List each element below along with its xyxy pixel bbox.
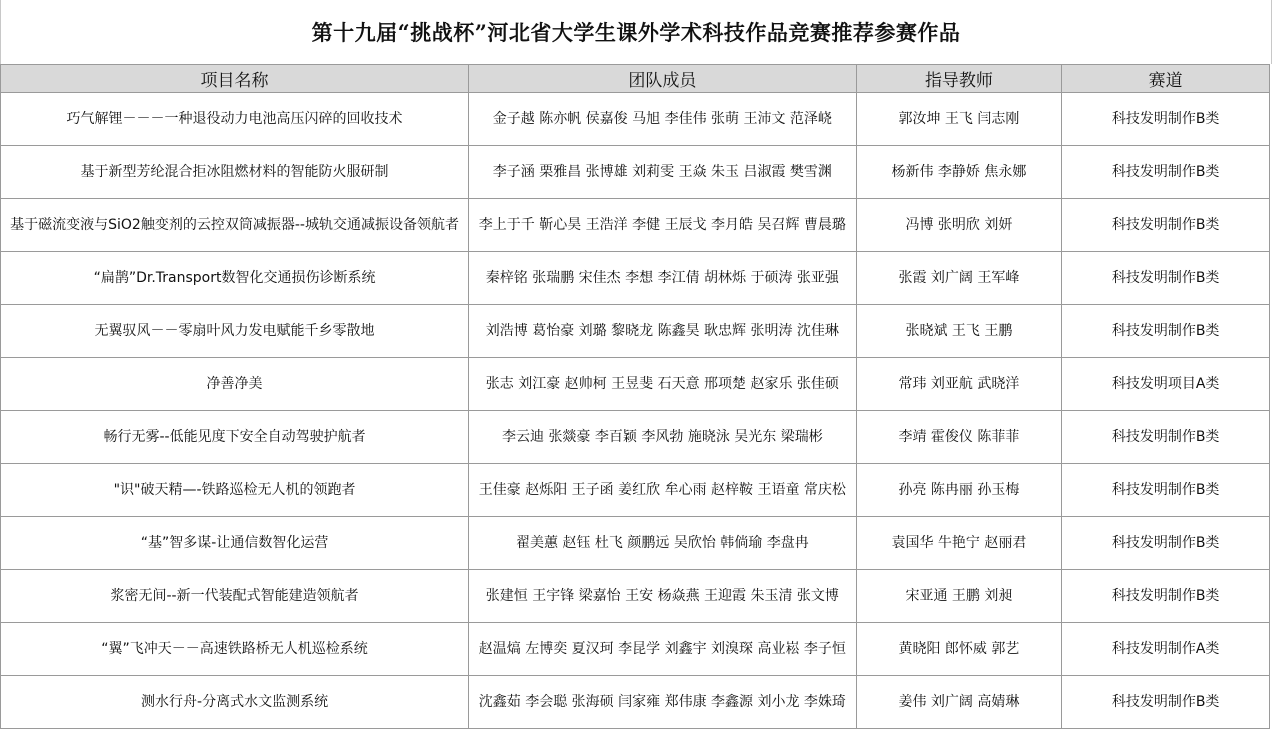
- track-cell: 科技发明制作B类: [1062, 517, 1270, 570]
- project-name-cell: 畅行无雾--低能见度下安全自动驾驶护航者: [1, 411, 469, 464]
- track-cell: 科技发明制作B类: [1062, 305, 1270, 358]
- advisors-cell: 黄晓阳 郎怀威 郭艺: [856, 623, 1062, 676]
- team-members-cell: 李子涵 栗雅昌 张博雄 刘莉雯 王焱 朱玉 吕淑霞 樊雪渊: [469, 146, 857, 199]
- team-members-cell: 张志 刘江豪 赵帅柯 王昱斐 石天意 邢项楚 赵家乐 张佳硕: [469, 358, 857, 411]
- project-name-cell: 无翼驭风－－零扇叶风力发电赋能千乡零散地: [1, 305, 469, 358]
- project-name-cell: 巧气解锂－－－一种退役动力电池高压闪碎的回收技术: [1, 93, 469, 146]
- project-name-cell: “扁鹊”Dr.Transport数智化交通损伤诊断系统: [1, 252, 469, 305]
- project-name-cell: 测水行舟-分离式水文监测系统: [1, 676, 469, 729]
- track-cell: 科技发明制作A类: [1062, 623, 1270, 676]
- table-row: [1, 199, 1270, 252]
- table-row: [1, 411, 1270, 464]
- team-members-cell: 李上于千 靳心昊 王浩洋 李健 王辰戈 李月皓 吴召辉 曹晨璐: [469, 199, 857, 252]
- advisors-cell: 李靖 霍俊仪 陈菲菲: [856, 411, 1062, 464]
- table-row: [1, 146, 1270, 199]
- team-members-cell: 张建恒 王宇锋 梁嘉怡 王安 杨焱燕 王迎霞 朱玉清 张文博: [469, 570, 857, 623]
- advisors-cell: 孙亮 陈冉丽 孙玉梅: [856, 464, 1062, 517]
- table-header-row: [1, 65, 1270, 93]
- table-row: [1, 570, 1270, 623]
- advisors-cell: 张晓斌 王飞 王鹏: [856, 305, 1062, 358]
- project-name-cell: "识"破天精—-铁路巡检无人机的领跑者: [1, 464, 469, 517]
- advisors-cell: 袁国华 牛艳宁 赵丽君: [856, 517, 1062, 570]
- header-team-members: 团队成员: [469, 65, 857, 93]
- advisors-cell: 杨新伟 李静娇 焦永娜: [856, 146, 1062, 199]
- advisors-cell: 姜伟 刘广阔 高婧琳: [856, 676, 1062, 729]
- project-name-cell: 净善净美: [1, 358, 469, 411]
- track-cell: 科技发明制作B类: [1062, 199, 1270, 252]
- table-row: [1, 252, 1270, 305]
- track-cell: 科技发明项目A类: [1062, 358, 1270, 411]
- track-cell: 科技发明制作B类: [1062, 146, 1270, 199]
- team-members-cell: 翟美蕙 赵钰 杜飞 颜鹏远 吴欣怡 韩倘瑜 李盘冉: [469, 517, 857, 570]
- table-row: [1, 305, 1270, 358]
- advisors-cell: 冯博 张明欣 刘妍: [856, 199, 1062, 252]
- table-row: [1, 93, 1270, 146]
- track-cell: 科技发明制作B类: [1062, 464, 1270, 517]
- recommendation-table: [0, 64, 1270, 729]
- advisors-cell: 郭汝坤 王飞 闫志刚: [856, 93, 1062, 146]
- advisors-cell: 宋亚通 王鹏 刘昶: [856, 570, 1062, 623]
- header-advisors: 指导教师: [856, 65, 1062, 93]
- project-name-cell: “翼”飞冲天－－高速铁路桥无人机巡检系统: [1, 623, 469, 676]
- track-cell: 科技发明制作B类: [1062, 676, 1270, 729]
- header-project-name: 项目名称: [1, 65, 469, 93]
- advisors-cell: 张霞 刘广阔 王军峰: [856, 252, 1062, 305]
- team-members-cell: 王佳豪 赵烁阳 王子函 姜红欣 牟心雨 赵梓鞍 王语童 常庆松: [469, 464, 857, 517]
- team-members-cell: 李云迪 张燚豪 李百颖 李风勃 施晓泳 吴光东 梁瑞彬: [469, 411, 857, 464]
- team-members-cell: 沈鑫茹 李会聪 张海硕 闫家雍 郑伟康 李鑫源 刘小龙 李姝琦: [469, 676, 857, 729]
- table-row: [1, 358, 1270, 411]
- track-cell: 科技发明制作B类: [1062, 570, 1270, 623]
- advisors-cell: 常玮 刘亚航 武晓洋: [856, 358, 1062, 411]
- track-cell: 科技发明制作B类: [1062, 252, 1270, 305]
- team-members-cell: 刘浩博 葛怡豪 刘璐 黎晓龙 陈鑫昊 耿忠辉 张明涛 沈佳琳: [469, 305, 857, 358]
- team-members-cell: 赵温熇 左博奕 夏汉珂 李昆学 刘鑫宇 刘溴琛 高业崧 李子恒: [469, 623, 857, 676]
- project-name-cell: 基于磁流变液与SiO2触变剂的云控双筒减振器--城轨交通减振设备领航者: [1, 199, 469, 252]
- project-name-cell: 基于新型芳纶混合拒冰阻燃材料的智能防火服研制: [1, 146, 469, 199]
- header-track: 赛道: [1062, 65, 1270, 93]
- project-name-cell: “基”智多谋-让通信数智化运营: [1, 517, 469, 570]
- table-row: [1, 517, 1270, 570]
- table-row: [1, 623, 1270, 676]
- table-row: [1, 464, 1270, 517]
- track-cell: 科技发明制作B类: [1062, 93, 1270, 146]
- team-members-cell: 金子越 陈亦帆 侯嘉俊 马旭 李佳伟 张萌 王沛文 范泽峣: [469, 93, 857, 146]
- team-members-cell: 秦梓铭 张瑞鹏 宋佳杰 李想 李江倩 胡林烁 于硕涛 张亚强: [469, 252, 857, 305]
- page-title: 第十九届“挑战杯”河北省大学生课外学术科技作品竞赛推荐参赛作品: [0, 0, 1272, 64]
- track-cell: 科技发明制作B类: [1062, 411, 1270, 464]
- project-name-cell: 浆密无间--新一代装配式智能建造领航者: [1, 570, 469, 623]
- table-row: [1, 676, 1270, 729]
